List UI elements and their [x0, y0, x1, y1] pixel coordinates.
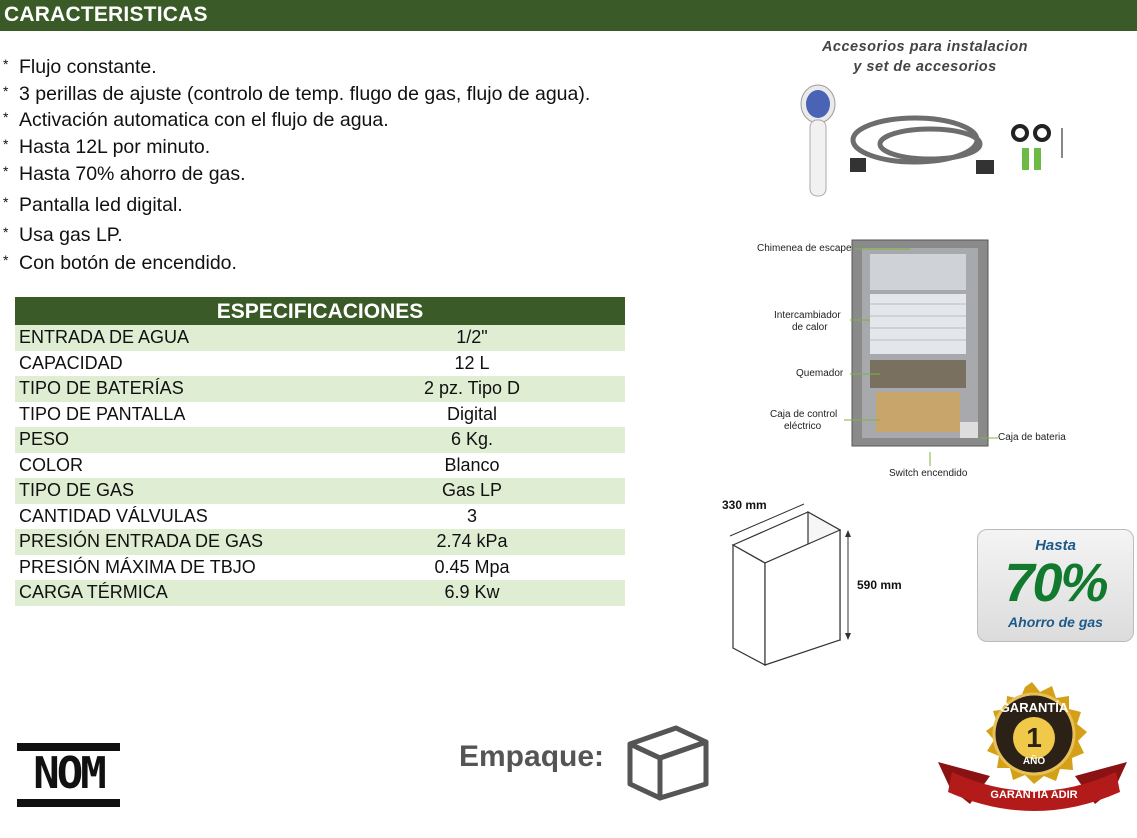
- spec-value: Gas LP: [441, 480, 503, 500]
- accessories-image: [780, 80, 1080, 210]
- feature-item: * Pantalla led digital.: [3, 194, 183, 216]
- seal-unit: AÑO: [1022, 756, 1046, 767]
- hose-icon: [850, 118, 994, 174]
- seal-top-text: GARANTÍA: [999, 700, 1069, 715]
- spec-key: CANTIDAD VÁLVULAS: [19, 505, 208, 526]
- spec-row: [15, 504, 625, 530]
- spec-row: [15, 427, 625, 453]
- spec-key: ENTRADA DE AGUA: [19, 327, 190, 347]
- spec-value: 3: [466, 505, 477, 526]
- feature-item: * Activación automatica con el flujo de agua.: [3, 109, 389, 131]
- label-exchanger: Intercambiador de calor: [774, 310, 841, 333]
- bullet-icon: *: [3, 83, 9, 99]
- spec-row: [15, 402, 625, 428]
- spec-row: [15, 555, 625, 581]
- warranty-seal: [930, 680, 1135, 830]
- bullet-icon: *: [3, 163, 9, 179]
- spec-key: PESO: [19, 429, 70, 449]
- spec-row: [15, 478, 625, 504]
- nom-logo: NOM: [17, 743, 120, 805]
- spec-key: TIPO DE BATERÍAS: [19, 378, 184, 398]
- feature-item: * Hasta 70% ahorro de gas.: [3, 163, 246, 185]
- label-control-box: Caja de control eléctrico: [770, 409, 838, 432]
- specs-title: ESPECIFICACIONES: [15, 297, 625, 325]
- spec-key: TIPO DE PANTALLA: [19, 403, 186, 424]
- badge-line3: Ahorro de gas: [1008, 614, 1103, 630]
- label-chimney: Chimenea de escape: [757, 243, 852, 254]
- spec-value: 0.45 Mpa: [434, 556, 510, 577]
- header-bar: [0, 0, 1137, 31]
- spec-key: TIPO DE GAS: [19, 480, 135, 500]
- label-burner: Quemador: [796, 368, 844, 379]
- spec-row: [15, 529, 625, 555]
- spec-value: 2.74 kPa: [436, 531, 508, 551]
- spec-key: CAPACIDAD: [19, 352, 123, 373]
- bullet-icon: *: [3, 109, 9, 125]
- feature-item: * Con botón de encendido.: [3, 252, 237, 274]
- spec-value: Blanco: [444, 454, 500, 475]
- packaging-label: Empaque:: [459, 740, 605, 773]
- spec-row: [15, 325, 625, 351]
- diagram-leaders: [750, 240, 1130, 480]
- spec-value: 1/2": [456, 327, 488, 347]
- page-title: CARACTERISTICAS: [4, 3, 208, 26]
- badge-percent: 70%: [1004, 553, 1107, 613]
- spec-value: Digital: [446, 403, 498, 424]
- spec-value: 12 L: [454, 352, 490, 373]
- spec-value: 2 pz. Tipo D: [423, 378, 521, 398]
- spec-key: PRESIÓN ENTRADA DE GAS: [19, 531, 264, 551]
- bullet-icon: *: [3, 252, 9, 268]
- spec-value: 6 Kg.: [450, 429, 494, 449]
- badge-line1: Hasta: [1035, 537, 1076, 554]
- box-icon: [624, 722, 714, 804]
- spec-row: [15, 453, 625, 479]
- dimensions-drawing: [700, 490, 880, 675]
- savings-badge: [977, 529, 1134, 642]
- label-battery-box: Caja de bateria: [998, 432, 1066, 443]
- width-label: 330 mm: [722, 498, 767, 512]
- bullet-icon: *: [3, 56, 9, 72]
- spec-key: COLOR: [19, 454, 84, 475]
- hardware-icon: [1013, 126, 1062, 170]
- feature-item: * Hasta 12L por minuto.: [3, 136, 211, 158]
- bullet-icon: *: [3, 136, 9, 152]
- spec-key: CARGA TÉRMICA: [19, 582, 168, 602]
- height-label: 590 mm: [857, 578, 902, 592]
- shower-head-icon: [801, 85, 835, 196]
- spec-row: [15, 376, 625, 402]
- feature-item: * 3 perillas de ajuste (controlo de temp. flugo de gas, flujo de agua).: [3, 83, 591, 105]
- bullet-icon: *: [3, 194, 9, 210]
- seal-number: 1: [1026, 722, 1042, 753]
- specs-table: [15, 297, 625, 606]
- spec-value: 6.9 Kw: [444, 582, 500, 602]
- feature-item: * Usa gas LP.: [3, 224, 123, 246]
- bullet-icon: *: [3, 224, 9, 240]
- seal-ribbon-text: GARANTÍA ADIR: [990, 789, 1078, 801]
- spec-key: PRESIÓN MÁXIMA DE TBJO: [19, 556, 256, 577]
- spec-row: [15, 580, 625, 606]
- spec-row: [15, 351, 625, 377]
- label-switch: Switch encendido: [889, 468, 968, 479]
- accessories-title: Accesorios para instalacion y set de accesorios: [821, 39, 1029, 75]
- feature-item: * Flujo constante.: [3, 56, 157, 78]
